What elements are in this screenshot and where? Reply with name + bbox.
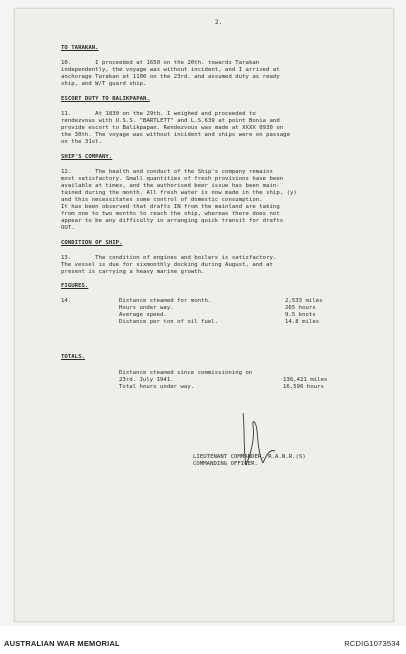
para-line: from one to two months to reach the ship, whereas there does not xyxy=(61,211,280,217)
archive-footer xyxy=(0,626,406,654)
figure-label: Distance steamed for month. xyxy=(119,298,212,304)
footer-institution: AUSTRALIAN WAR MEMORIAL xyxy=(4,639,120,648)
document-page xyxy=(14,8,394,622)
figure-value: 9.5 knots xyxy=(285,312,316,318)
section-heading-totals: TOTALS. xyxy=(61,354,85,360)
figure-value: 2,533 miles xyxy=(285,298,323,304)
para-line: 13. The condition of engines and boilers is satisfactory. xyxy=(61,255,277,261)
para-line: OUT. xyxy=(61,225,75,231)
section-heading-condition: CONDITION OF SHIP. xyxy=(61,240,123,246)
para-line: the 30th. The voyage was without incident and ships were on passage xyxy=(61,132,290,138)
para-line: rendezvous with U.S.S. "BARTLETT" and L.S.639 at point Bonia and xyxy=(61,118,280,124)
para-line: on the 31st. xyxy=(61,139,103,145)
section-heading-tarakan: TO TARAKAN. xyxy=(61,45,99,51)
figure-label: Distance per ton of oil fuel. xyxy=(119,319,219,325)
para-line: 12. The health and conduct of the Ship's company remains xyxy=(61,169,273,175)
para-line: most satisfactory. Small quantities of fresh provisions have been xyxy=(61,176,284,182)
para-line: tained during the month. All fresh water is now made in the ship, (y) xyxy=(61,190,297,196)
total-value: 136,421 miles xyxy=(283,377,328,383)
para-line: 11. At 1830 on the 29th. I weighed and proceeded to xyxy=(61,111,256,117)
para-line: independently, the voyage was without incident, and I arrived at xyxy=(61,67,280,73)
total-label: Distance steamed since commissioning on xyxy=(119,370,253,376)
section-heading-figures: FIGURES. xyxy=(61,283,89,289)
para-line: It has been observed that drafts IN from the mainland are taking xyxy=(61,204,280,210)
section-heading-escort: ESCORT DUTY TO BALIKPAPAN. xyxy=(61,96,150,102)
para-line: anchorage Tarakan at 1100 on the 23rd. and assumed duty as ready xyxy=(61,74,280,80)
para-line: provide escort to Balikpapan. Rendezvous was made at XXXX 0930 on xyxy=(61,125,284,131)
page-number: 2. xyxy=(215,19,223,26)
figure-label: Average speed. xyxy=(119,312,167,318)
section-heading-ships-company: SHIP'S COMPANY. xyxy=(61,154,113,160)
total-value: 16,596 hours xyxy=(283,384,325,390)
footer-record-id: RCDIG1073534 xyxy=(344,639,400,648)
signature-title: COMMANDING OFFICER. xyxy=(193,461,258,467)
figure-label: Hours under way. xyxy=(119,305,174,311)
para-line: appear to be any difficulty in arranging quick transit for drafts xyxy=(61,218,284,224)
para-line: available at times, and the authorised beer issue has been main- xyxy=(61,183,280,189)
para-line: The vessel is due for sixmonthly docking during August, and at xyxy=(61,262,273,268)
figure-value: 265 hours xyxy=(285,305,316,311)
figure-value: 14.8 miles xyxy=(285,319,320,325)
para-line: and this necessitates some control of domestic consumption. xyxy=(61,197,263,203)
figures-number: 14. xyxy=(61,298,72,304)
total-label: Total hours under way. xyxy=(119,384,195,390)
total-label: 23rd. July 1941. xyxy=(119,377,174,383)
para-line: 10. I proceeded at 1650 on the 20th. towards Tarakan xyxy=(61,60,260,66)
para-line: present is carrying a heavy marine growth. xyxy=(61,269,205,275)
para-line: ship, and W/T guard ship. xyxy=(61,81,147,87)
signature-rank: LIEUTENANT COMMANDER, R.A.N.R.(S) xyxy=(193,454,306,460)
